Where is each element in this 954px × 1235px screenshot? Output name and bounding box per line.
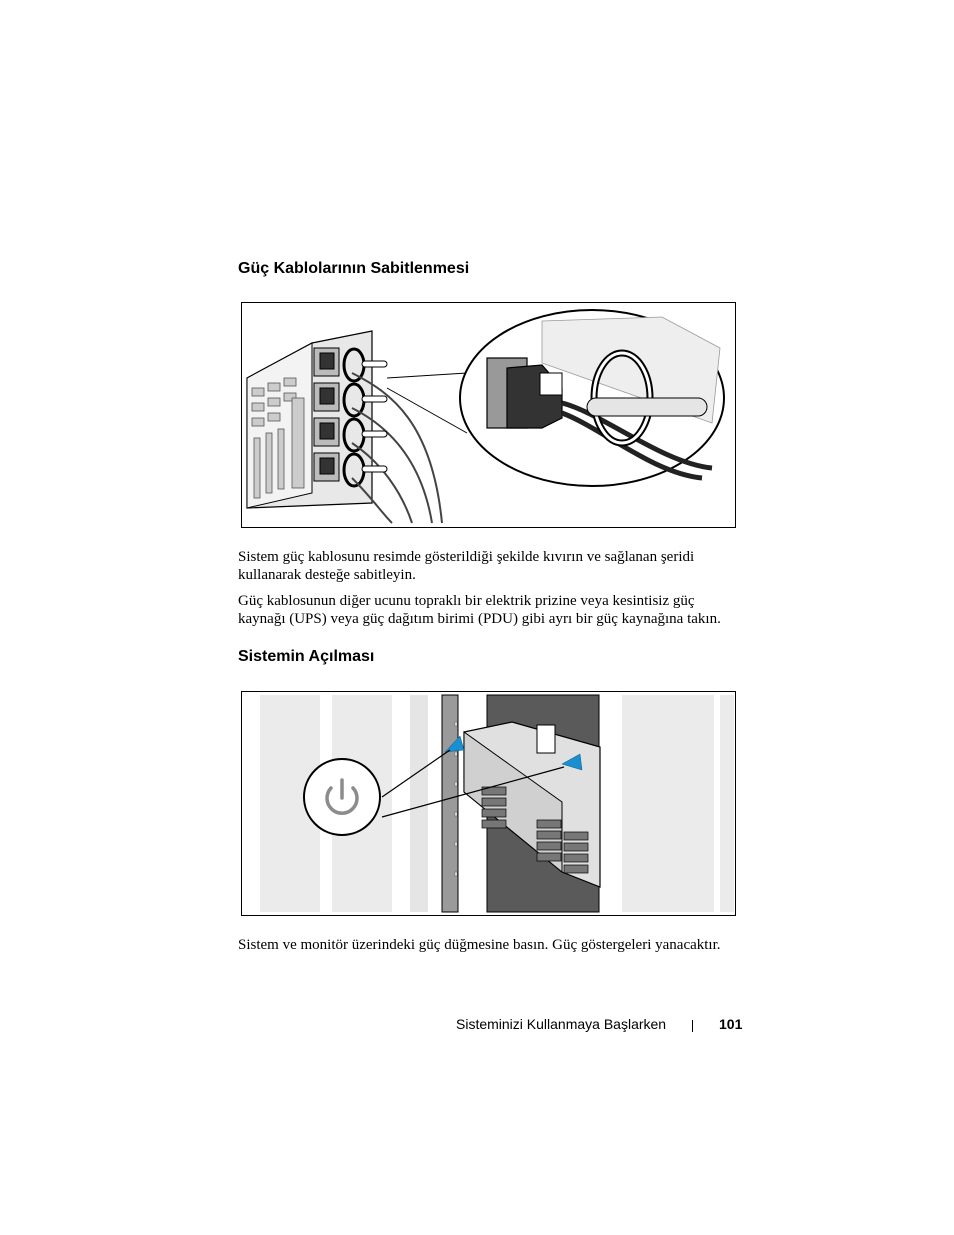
figure-power-on xyxy=(241,691,736,916)
page-number: 101 xyxy=(719,1016,743,1032)
footer-separator xyxy=(692,1020,693,1032)
paragraph-line: kullanarak desteğe sabitleyin. xyxy=(238,567,416,583)
section-heading-power-on: Sistemin Açılması xyxy=(238,648,375,665)
paragraph-line: Sistem güç kablosunu resimde gösterildiği şekilde kıvırın ve sağlanan şeridi xyxy=(238,549,695,565)
server-power-cable-icon xyxy=(242,303,735,527)
figure-power-cables xyxy=(241,302,736,528)
paragraph-connect-outlet xyxy=(238,592,721,628)
paragraph-line: Güç kablosunun diğer ucunu topraklı bir elektrik prizine veya kesintisiz güç xyxy=(238,593,695,609)
section-heading-power-cables: Güç Kablolarının Sabitlenmesi xyxy=(238,260,470,277)
paragraph-secure-cable xyxy=(238,548,694,584)
server-power-button-icon xyxy=(242,692,735,915)
footer-chapter-title: Sisteminizi Kullanmaya Başlarken xyxy=(456,1016,667,1032)
paragraph-line: Sistem ve monitör üzerindeki güç düğmesine basın. Güç göstergeleri yanacaktır. xyxy=(238,937,721,953)
paragraph-press-power xyxy=(238,936,721,954)
paragraph-line: kaynağı (UPS) veya güç dağıtım birimi (PDU) gibi ayrı bir güç kaynağına takın. xyxy=(238,611,721,627)
